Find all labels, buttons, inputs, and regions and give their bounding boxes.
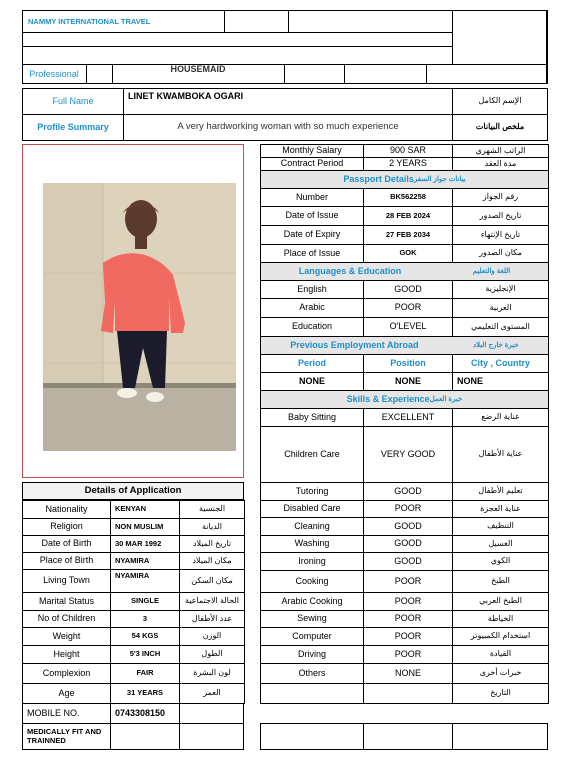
row-label: Baby Sitting xyxy=(260,408,364,427)
row-label: Others xyxy=(260,663,364,684)
row-label xyxy=(260,683,364,704)
row-label: Computer xyxy=(260,627,364,646)
application-title: Details of Application xyxy=(22,482,244,500)
row-label-ar: التنظيف xyxy=(452,517,549,536)
row-label: Date of Expiry xyxy=(260,225,364,245)
row-value: EXCELLENT xyxy=(363,408,453,427)
application-label: Nationality xyxy=(22,500,111,519)
row-value: VERY GOOD xyxy=(363,426,453,483)
application-label: Age xyxy=(22,683,111,704)
medical-label: MEDICALLY FIT AND TRAINNED xyxy=(22,723,111,750)
row-value: O'LEVEL xyxy=(363,317,453,337)
header-grid xyxy=(22,10,548,84)
skills-title-ar: خبرة العمل xyxy=(429,395,463,403)
application-label: Date of Birth xyxy=(22,535,111,553)
employment-city-country-header: City , Country xyxy=(452,354,549,373)
row-value: POOR xyxy=(363,570,453,593)
row-value: GOOD xyxy=(363,535,453,553)
skills-header xyxy=(260,390,549,409)
mobile-label: MOBILE NO. xyxy=(22,703,111,724)
row-label-ar: تاريخ الصدور xyxy=(452,206,549,226)
row-label-ar: العربية xyxy=(452,298,549,318)
application-label: Weight xyxy=(22,627,111,646)
row-label-ar: رقم الجواز xyxy=(452,188,549,207)
row-label-ar: تاريخ الإنتهاء xyxy=(452,225,549,245)
row-value: 900 SAR xyxy=(363,144,453,158)
skills-title: Skills & Experience xyxy=(346,393,430,404)
application-label: Height xyxy=(22,645,111,664)
row-label-ar: خبرات أخرى xyxy=(452,663,549,684)
row-value: POOR xyxy=(363,298,453,318)
row-label-ar: الطبخ العربي xyxy=(452,592,549,611)
row-value: POOR xyxy=(363,610,453,628)
row-label: Monthly Salary xyxy=(260,144,364,158)
row-value xyxy=(363,683,453,704)
row-label-ar: التاريخ xyxy=(452,683,549,704)
row-label: Tutoring xyxy=(260,482,364,501)
full-name-value: LINET KWAMBOKA OGARI xyxy=(123,88,453,115)
row-value: GOK xyxy=(363,244,453,263)
profile-summary-label: Profile Summary xyxy=(22,114,124,141)
application-label-ar: لون البشرة xyxy=(179,663,245,684)
mobile-ar xyxy=(179,703,244,724)
row-label-ar: المستوى التعليمي xyxy=(452,317,549,337)
row-label-ar: الغسيل xyxy=(452,535,549,553)
medical-ar xyxy=(179,723,244,750)
employment-city-country-value: NONE xyxy=(452,372,549,391)
row-label: Date of Issue xyxy=(260,206,364,226)
application-label: Religion xyxy=(22,518,111,536)
profile-photo xyxy=(43,183,236,451)
languages-title-ar: اللغة والتعليم xyxy=(472,267,511,275)
application-label-ar: عدد الأطفال xyxy=(179,610,245,628)
row-label: Sewing xyxy=(260,610,364,628)
row-label-ar: الطبخ xyxy=(452,570,549,593)
employment-period-value: NONE xyxy=(260,372,364,391)
row-label: Number xyxy=(260,188,364,207)
profession-value: HOUSEMAID xyxy=(170,64,226,75)
application-value: 3 xyxy=(110,610,180,628)
blank-cell xyxy=(260,723,364,750)
row-value: GOOD xyxy=(363,280,453,299)
employment-title-ar: خبرة خارج البلاد xyxy=(473,341,519,349)
row-label: Cooking xyxy=(260,570,364,593)
row-label: Washing xyxy=(260,535,364,553)
employment-position-value: NONE xyxy=(363,372,453,391)
row-value: 28 FEB 2024 xyxy=(363,206,453,226)
company-name: NAMMY INTERNATIONAL TRAVEL xyxy=(28,16,151,26)
application-value: 30 MAR 1992 xyxy=(110,535,180,553)
languages-title: Languages & Education xyxy=(298,265,402,276)
application-value: 5'3 INCH xyxy=(110,645,180,664)
profile-summary-value: A very hardworking woman with so much experience xyxy=(123,114,453,141)
row-label-ar: استخدام الكمبيوتر xyxy=(452,627,549,646)
profession-label: Professional xyxy=(29,68,79,79)
employment-position-header: Position xyxy=(363,354,453,373)
row-label: Cleaning xyxy=(260,517,364,536)
application-label: Place of Birth xyxy=(22,552,111,570)
application-label-ar: مكان السكن xyxy=(179,569,245,593)
row-label-ar: الراتب الشهري xyxy=(452,144,549,158)
row-label: Education xyxy=(260,317,364,337)
blank-cell xyxy=(452,723,548,750)
application-value: NYAMIRA xyxy=(110,552,180,570)
full-name-ar: الإسم الكامل xyxy=(452,88,548,115)
application-label-ar: الديانة xyxy=(179,518,245,536)
row-label-ar: عناية الأطفال xyxy=(452,426,549,483)
row-label: Arabic xyxy=(260,298,364,318)
row-label: Driving xyxy=(260,645,364,664)
mobile-value: 0743308150 xyxy=(110,703,180,724)
row-label-ar: الخياطة xyxy=(452,610,549,628)
row-value: GOOD xyxy=(363,482,453,501)
medical-value xyxy=(110,723,180,750)
employment-period-header: Period xyxy=(260,354,364,373)
application-value: NYAMIRA xyxy=(110,569,180,593)
profile-summary-ar: ملخص البيانات xyxy=(452,114,548,141)
row-label-ar: مدة العقد xyxy=(452,157,549,171)
row-label-ar: القيادة xyxy=(452,645,549,664)
row-label: Place of Issue xyxy=(260,244,364,263)
application-label-ar: تاريخ الميلاد xyxy=(179,535,245,553)
passport-title-ar: بيانات جواز السفر xyxy=(413,175,466,183)
application-label: Marital Status xyxy=(22,592,111,611)
application-label: No of Children xyxy=(22,610,111,628)
row-label: Contract Period xyxy=(260,157,364,171)
row-value: POOR xyxy=(363,500,453,518)
row-label: English xyxy=(260,280,364,299)
passport-header xyxy=(260,170,549,189)
row-label: Arabic Cooking xyxy=(260,592,364,611)
application-label: Complexion xyxy=(22,663,111,684)
row-value: POOR xyxy=(363,645,453,664)
row-label: Children Care xyxy=(260,426,364,483)
application-label: Living Town xyxy=(22,569,111,593)
application-value: SINGLE xyxy=(110,592,180,611)
application-label-ar: الجنسية xyxy=(179,500,245,519)
application-label-ar: العمر xyxy=(179,683,245,704)
row-value: POOR xyxy=(363,592,453,611)
application-value: NON MUSLIM xyxy=(110,518,180,536)
row-value: GOOD xyxy=(363,517,453,536)
application-value: 31 YEARS xyxy=(110,683,180,704)
application-label-ar: مكان الميلاد xyxy=(179,552,245,570)
row-label-ar: مكان الصدور xyxy=(452,244,549,263)
row-value: 2 YEARS xyxy=(363,157,453,171)
passport-title: Passport Details xyxy=(343,173,414,184)
row-label-ar: تعليم الأطفال xyxy=(452,482,549,501)
row-value: NONE xyxy=(363,663,453,684)
row-label-ar: عناية الرضع xyxy=(452,408,549,427)
application-label-ar: الحالة الاجتماعية xyxy=(179,592,245,611)
employment-header xyxy=(260,336,549,355)
application-label-ar: الوزن xyxy=(179,627,245,646)
full-name-label: Full Name xyxy=(22,88,124,115)
row-label-ar: الإنجليزية xyxy=(452,280,549,299)
row-label: Ironing xyxy=(260,552,364,571)
row-value: GOOD xyxy=(363,552,453,571)
languages-header xyxy=(260,262,549,281)
row-label-ar: الكوي xyxy=(452,552,549,571)
row-label-ar: عناية العجزة xyxy=(452,500,549,518)
application-value: 54 KGS xyxy=(110,627,180,646)
application-value: FAIR xyxy=(110,663,180,684)
row-value: BK562258 xyxy=(363,188,453,207)
row-label: Disabled Care xyxy=(260,500,364,518)
row-value: POOR xyxy=(363,627,453,646)
application-value: KENYAN xyxy=(110,500,180,519)
row-value: 27 FEB 2034 xyxy=(363,225,453,245)
application-label-ar: الطول xyxy=(179,645,245,664)
blank-cell xyxy=(363,723,453,750)
employment-title: Previous Employment Abroad xyxy=(290,339,419,350)
